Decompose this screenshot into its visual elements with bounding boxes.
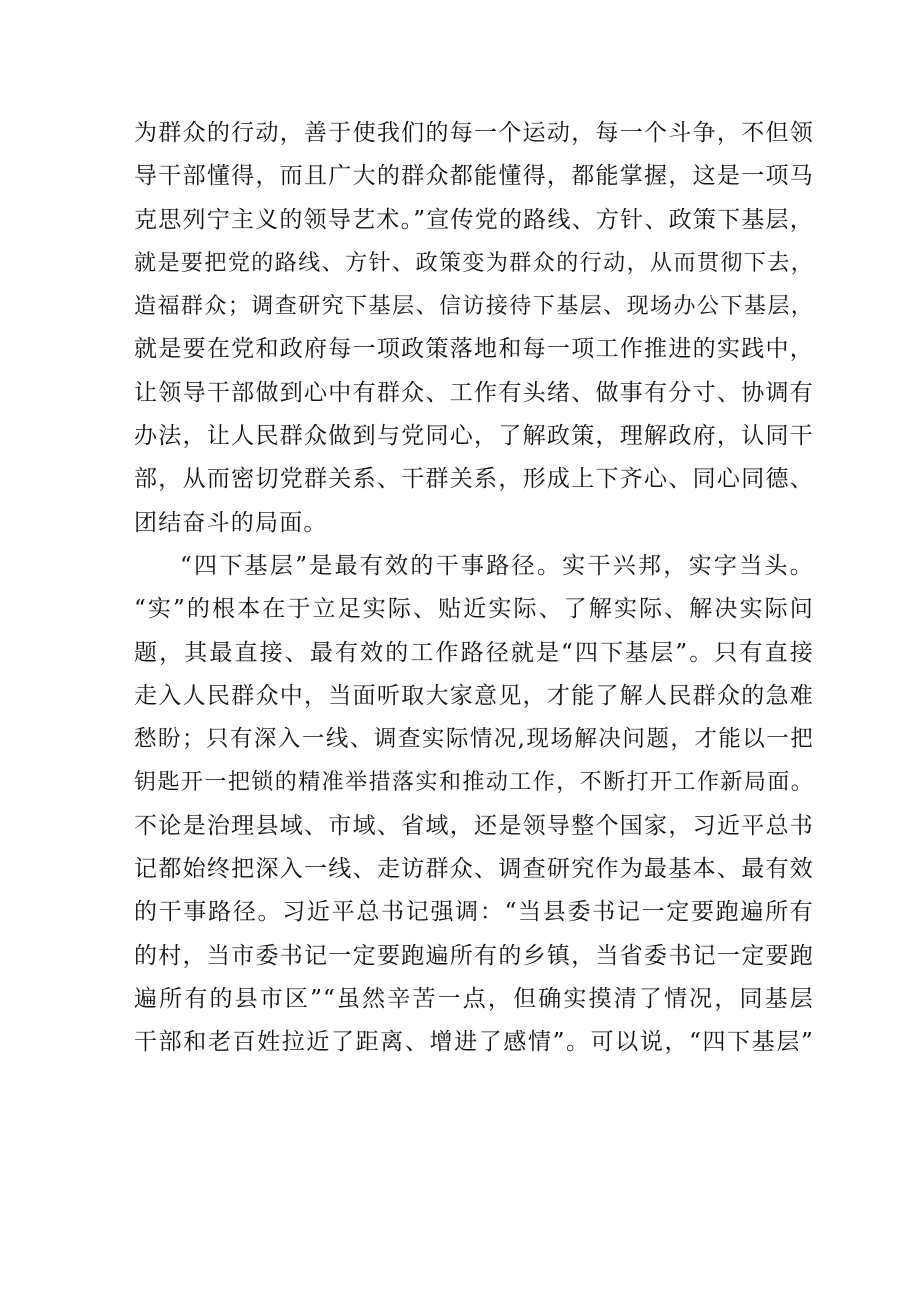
text-line: 克思列宁主义的领导艺术。”宣传党的路线、方针、政策下基层， [134, 206, 814, 233]
text-line: 遍所有的县市区”“虽然辛苦一点，但确实摸清了情况，同基层 [134, 985, 814, 1012]
text-line: 部，从而密切党群关系、干群关系，形成上下齐心、同心同德、 [134, 466, 814, 493]
text-line: 记都始终把深入一线、走访群众、调查研究作为最基本、最有效 [134, 856, 814, 883]
paragraph-2 [134, 545, 814, 1065]
text-line: 就是要在党和政府每一项政策落地和每一项工作推进的实践中， [134, 336, 814, 363]
text-line-last: 团结奋斗的局面。 [134, 509, 328, 536]
text-line: 钥匙开一把锁的精准举措落实和推动工作，不断打开工作新局面。 [134, 770, 814, 796]
text-line: 办法，让人民群众做到与党同心，了解政策，理解政府，认同干 [134, 423, 814, 450]
text-line: 就是要把党的路线、方针、政策变为群众的行动，从而贯彻下去， [134, 250, 814, 276]
text-line: 题，其最直接、最有效的工作路径就是“四下基层”。只有直接 [134, 639, 814, 666]
text-line: 让领导干部做到心中有群众、工作有头绪、做事有分寸、协调有 [134, 379, 814, 406]
document-body [134, 112, 814, 1065]
text-line: 不论是治理县域、市域、省域，还是领导整个国家，习近平总书 [134, 812, 814, 839]
text-line: 导干部懂得，而且广大的群众都能懂得，都能掌握，这是一项马 [134, 163, 814, 190]
text-line: “实”的根本在于立足实际、贴近实际、了解实际、解决实际问 [134, 596, 814, 623]
text-line: 为群众的行动，善于使我们的每一个运动，每一个斗争，不但领 [134, 120, 814, 146]
text-line: 造福群众；调查研究下基层、信访接待下基层、现场办公下基层， [134, 294, 814, 320]
text-line-first: “四下基层”是最有效的干事路径。实干兴邦，实字当头。 [180, 552, 814, 579]
paragraph-1 [134, 112, 814, 545]
text-line: 干部和老百姓拉近了距离、增进了感情”。可以说，“四下基层” [134, 1029, 814, 1056]
text-line: 的村，当市委书记一定要跑遍所有的乡镇，当省委书记一定要跑 [134, 942, 814, 969]
text-line: 走入人民群众中，当面听取大家意见，才能了解人民群众的急难 [134, 682, 814, 709]
text-line: 愁盼；只有深入一线、调查实际情况,现场解决问题，才能以一把 [134, 726, 814, 753]
text-line: 的干事路径。习近平总书记强调：“当县委书记一定要跑遍所有 [134, 899, 814, 926]
